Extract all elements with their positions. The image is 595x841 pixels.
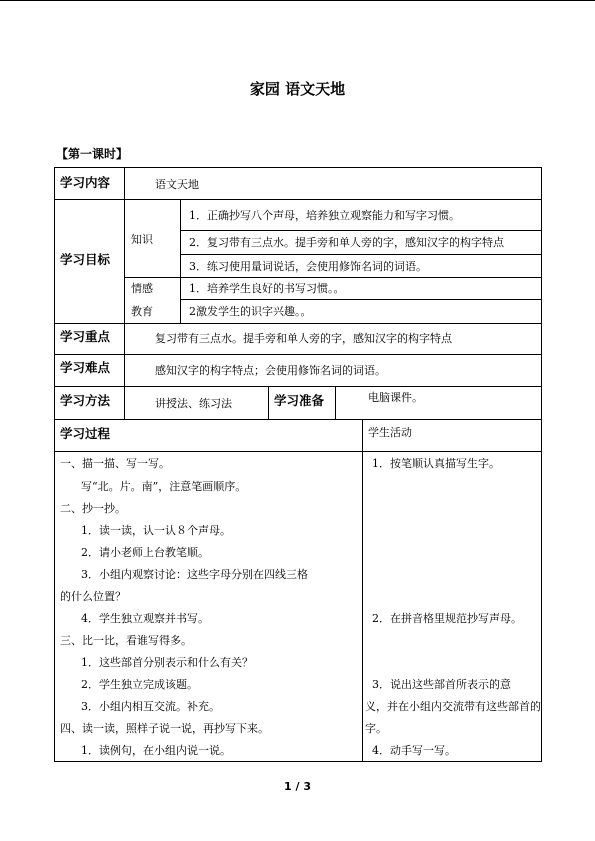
- activity-item: 3．说出这些部首所表示的意: [372, 678, 511, 691]
- page-top-rule: [0, 0, 595, 1]
- process-line: 1．这些部首分别表示和什么有关？: [70, 656, 253, 669]
- process-line: 三、比一比，看谁写得多。: [60, 634, 192, 647]
- goal-divider: [180, 254, 542, 255]
- row-divider: [54, 386, 542, 387]
- content-label: 学习内容: [60, 175, 111, 190]
- goal-divider: [180, 299, 542, 300]
- key-point-label: 学习重点: [60, 329, 111, 344]
- row-divider: [54, 323, 542, 324]
- row-divider: [54, 354, 542, 355]
- row-divider: [54, 419, 542, 420]
- goals-label: 学习目标: [60, 252, 111, 267]
- process-line: 一、描一描、写一写。: [60, 457, 170, 470]
- activity-item: 义，并在小组内交流带有这些部首的: [365, 700, 541, 713]
- col-divider: [362, 419, 363, 762]
- page-number: 1 / 3: [284, 780, 311, 793]
- knowledge-item: 3．练习使用量词说话，会使用修饰名词的词语。: [189, 260, 427, 273]
- key-point-value: 复习带有三点水。提手旁和单人旁的字，感知汉字的构字特点: [155, 332, 452, 345]
- difficulty-label: 学习难点: [60, 360, 111, 375]
- difficulty-value: 感知汉字的构字特点；会使用修饰名词的词语。: [155, 364, 386, 377]
- col-divider: [124, 167, 125, 419]
- activity-item: 2．在拼音格里规范抄写声母。: [372, 612, 522, 625]
- method-label: 学习方法: [60, 393, 111, 408]
- goal-divider: [124, 277, 542, 278]
- activity-item: 1．按笔顺认真描写生字。: [372, 457, 500, 470]
- col-divider: [268, 386, 269, 419]
- knowledge-item: 2．复习带有三点水。提手旁和单人旁的字，感知汉字的构字特点: [189, 236, 504, 249]
- emotion-item: 2激发学生的识字兴趣。。: [189, 305, 312, 318]
- process-line: 4．学生独立观察并书写。: [70, 612, 209, 625]
- goal-divider: [180, 230, 542, 231]
- process-line: 2．学生独立完成该题。: [70, 678, 198, 691]
- activity-item: 字。: [365, 722, 387, 735]
- prep-label: 学习准备: [274, 393, 325, 408]
- process-line: 3．小组内相互交流。补充。: [70, 700, 220, 713]
- knowledge-item: 1．正确抄写八个声母，培养独立观察能力和写字习惯。: [189, 209, 460, 222]
- col-divider: [335, 386, 336, 419]
- process-line: 二、抄一抄。: [60, 502, 126, 515]
- emotion-label: 教育: [131, 305, 153, 318]
- activity-item: 4．动手写一写。: [372, 744, 456, 757]
- process-line: 3．小组内观察讨论：这些字母分别在四线三格: [70, 568, 308, 581]
- activity-label: 学生活动: [368, 426, 412, 439]
- process-label: 学习过程: [60, 426, 111, 441]
- process-line: 四、读一读，照样子说一说，再抄写下来。: [60, 722, 269, 735]
- prep-value: 电脑课件。: [368, 391, 423, 404]
- row-divider: [54, 199, 542, 200]
- emotion-item: 1．培养学生良好的书写习惯。。: [189, 282, 345, 295]
- emotion-label: 情感: [131, 282, 153, 295]
- col-divider: [180, 199, 181, 323]
- process-line: 1．读一读，认一认８个声母。: [70, 524, 231, 537]
- process-line: 的什么位置？: [60, 590, 126, 603]
- method-value: 讲授法、练习法: [155, 397, 232, 410]
- content-value: 语文天地: [155, 178, 199, 191]
- knowledge-label: 知识: [131, 233, 153, 246]
- process-line: 2．请小老师上台教笔顺。: [70, 546, 209, 559]
- row-divider: [54, 451, 542, 452]
- process-line: 写“北。片。南”，注意笔画顺序。: [70, 480, 247, 493]
- document-title: 家园 语文天地: [249, 80, 346, 98]
- process-line: 1．读例句，在小组内说一说。: [70, 744, 231, 757]
- section-heading: 【第一课时】: [56, 147, 129, 161]
